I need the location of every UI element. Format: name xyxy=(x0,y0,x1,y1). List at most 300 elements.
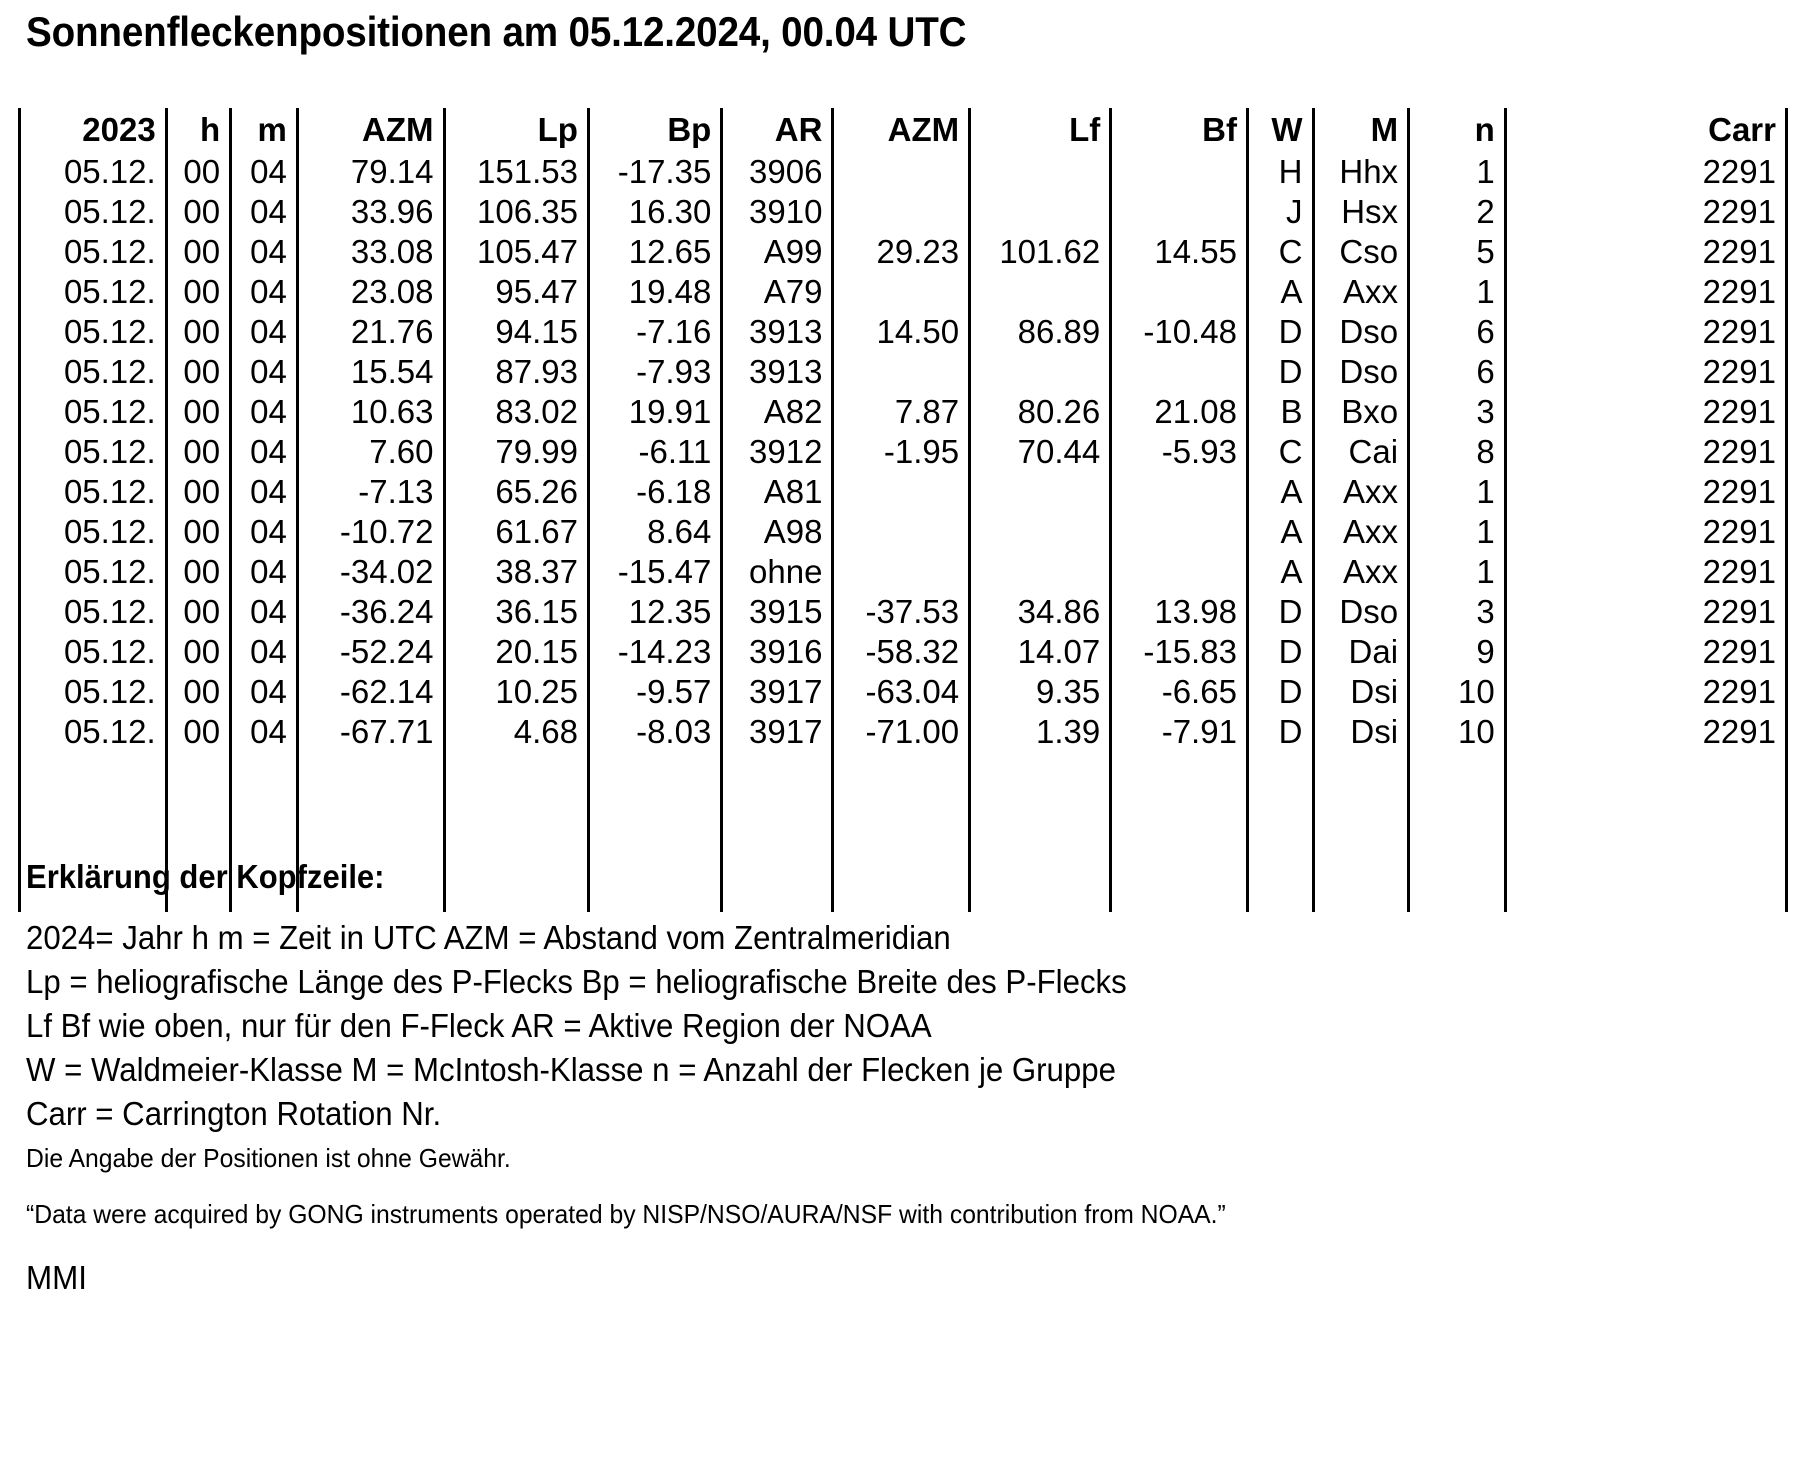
table-header-row xyxy=(20,108,1787,152)
cell-empty xyxy=(20,792,167,832)
cell-carrington: 2291 xyxy=(1505,512,1786,552)
cell-empty xyxy=(833,832,970,872)
cell-empty xyxy=(833,872,970,912)
cell-minute: 04 xyxy=(231,152,298,192)
cell-empty xyxy=(1247,872,1313,912)
cell-ar: 3915 xyxy=(722,592,833,632)
cell-bp: 19.48 xyxy=(588,272,721,312)
cell-azm-p: -34.02 xyxy=(297,552,444,592)
cell-empty xyxy=(166,792,230,832)
column-header-year: 2023 xyxy=(20,108,167,152)
cell-empty xyxy=(20,752,167,792)
cell-bf xyxy=(1111,512,1248,552)
cell-lp: 10.25 xyxy=(444,672,588,712)
table-row xyxy=(20,632,1787,672)
cell-bf xyxy=(1111,152,1248,192)
table-row xyxy=(20,472,1787,512)
cell-lf xyxy=(970,512,1111,552)
cell-lp: 79.99 xyxy=(444,432,588,472)
cell-empty xyxy=(833,752,970,792)
cell-date: 05.12. xyxy=(20,152,167,192)
cell-empty xyxy=(1505,792,1786,832)
cell-waldmeier: D xyxy=(1247,312,1313,352)
cell-minute: 04 xyxy=(231,312,298,352)
cell-minute: 04 xyxy=(231,512,298,552)
cell-hour: 00 xyxy=(166,432,230,472)
cell-azm-p: -36.24 xyxy=(297,592,444,632)
cell-carrington: 2291 xyxy=(1505,592,1786,632)
cell-hour: 00 xyxy=(166,272,230,312)
sunspot-table-container xyxy=(18,108,1788,912)
cell-mcintosh: Dso xyxy=(1313,352,1409,392)
cell-azm-f: -63.04 xyxy=(833,672,970,712)
explanation-line: Lf Bf wie oben, nur für den F-Fleck AR = Aktive Region der NOAA xyxy=(26,1007,932,1044)
cell-date: 05.12. xyxy=(20,232,167,272)
cell-empty xyxy=(970,832,1111,872)
cell-empty xyxy=(722,872,833,912)
cell-minute: 04 xyxy=(231,272,298,312)
cell-mcintosh: Dsi xyxy=(1313,672,1409,712)
cell-bp: -14.23 xyxy=(588,632,721,672)
cell-empty xyxy=(166,752,230,792)
cell-azm-p: -10.72 xyxy=(297,512,444,552)
cell-empty xyxy=(231,792,298,832)
cell-ar: A79 xyxy=(722,272,833,312)
cell-spot-count: 10 xyxy=(1409,712,1506,752)
cell-ar: A82 xyxy=(722,392,833,432)
cell-lf xyxy=(970,272,1111,312)
cell-empty xyxy=(970,752,1111,792)
cell-waldmeier: D xyxy=(1247,672,1313,712)
cell-carrington: 2291 xyxy=(1505,312,1786,352)
cell-ar: 3917 xyxy=(722,672,833,712)
cell-date: 05.12. xyxy=(20,552,167,592)
cell-waldmeier: A xyxy=(1247,472,1313,512)
cell-lp: 95.47 xyxy=(444,272,588,312)
cell-bp: 12.65 xyxy=(588,232,721,272)
cell-azm-f: -58.32 xyxy=(833,632,970,672)
cell-azm-p: -67.71 xyxy=(297,712,444,752)
cell-bf: -10.48 xyxy=(1111,312,1248,352)
cell-hour: 00 xyxy=(166,152,230,192)
cell-lf: 70.44 xyxy=(970,432,1111,472)
column-header-lp: Lp xyxy=(444,108,588,152)
cell-bp: 8.64 xyxy=(588,512,721,552)
cell-date: 05.12. xyxy=(20,672,167,712)
cell-waldmeier: D xyxy=(1247,352,1313,392)
cell-lp: 106.35 xyxy=(444,192,588,232)
table-header xyxy=(20,108,1787,152)
cell-date: 05.12. xyxy=(20,592,167,632)
cell-lf: 101.62 xyxy=(970,232,1111,272)
table-body xyxy=(20,152,1787,912)
explanation-line: Lp = heliografische Länge des P-Flecks Bp = heliografische Breite des P-Flecks xyxy=(26,963,1127,1000)
cell-spot-count: 9 xyxy=(1409,632,1506,672)
page-title: Sonnenfleckenpositionen am 05.12.2024, 00.04 UTC xyxy=(26,8,967,55)
table-row xyxy=(20,272,1787,312)
cell-azm-f xyxy=(833,552,970,592)
column-header-m: M xyxy=(1313,108,1409,152)
cell-waldmeier: B xyxy=(1247,392,1313,432)
cell-mcintosh: Axx xyxy=(1313,512,1409,552)
cell-empty xyxy=(1409,752,1506,792)
explanation-heading: Erklärung der Kopfzeile: xyxy=(26,858,385,895)
table-row xyxy=(20,352,1787,392)
cell-bf: -6.65 xyxy=(1111,672,1248,712)
cell-empty xyxy=(722,832,833,872)
table-row xyxy=(20,432,1787,472)
cell-bf xyxy=(1111,272,1248,312)
cell-mcintosh: Hhx xyxy=(1313,152,1409,192)
cell-empty xyxy=(444,872,588,912)
cell-waldmeier: J xyxy=(1247,192,1313,232)
cell-bf: -7.91 xyxy=(1111,712,1248,752)
cell-lf xyxy=(970,552,1111,592)
cell-azm-f xyxy=(833,352,970,392)
cell-lp: 94.15 xyxy=(444,312,588,352)
cell-mcintosh: Cai xyxy=(1313,432,1409,472)
cell-ar: 3912 xyxy=(722,432,833,472)
disclaimer-text: Die Angabe der Positionen ist ohne Gewähr. xyxy=(26,1143,511,1173)
cell-hour: 00 xyxy=(166,552,230,592)
cell-empty xyxy=(1313,792,1409,832)
cell-empty xyxy=(1247,752,1313,792)
cell-bp: -6.11 xyxy=(588,432,721,472)
cell-lp: 151.53 xyxy=(444,152,588,192)
cell-minute: 04 xyxy=(231,632,298,672)
cell-carrington: 2291 xyxy=(1505,272,1786,312)
cell-empty xyxy=(1247,792,1313,832)
cell-bf: -5.93 xyxy=(1111,432,1248,472)
cell-ar: 3917 xyxy=(722,712,833,752)
cell-bp: -6.18 xyxy=(588,472,721,512)
cell-hour: 00 xyxy=(166,192,230,232)
cell-spot-count: 3 xyxy=(1409,592,1506,632)
cell-spot-count: 10 xyxy=(1409,672,1506,712)
cell-waldmeier: D xyxy=(1247,632,1313,672)
cell-lf xyxy=(970,472,1111,512)
cell-carrington: 2291 xyxy=(1505,352,1786,392)
cell-spot-count: 1 xyxy=(1409,472,1506,512)
column-header-lf: Lf xyxy=(970,108,1111,152)
data-credit-text: “Data were acquired by GONG instruments operated by NISP/NSO/AURA/NSF with contribution from NOAA.” xyxy=(26,1199,1226,1229)
column-header-azm-f: AZM xyxy=(833,108,970,152)
cell-bf xyxy=(1111,552,1248,592)
cell-ar: 3910 xyxy=(722,192,833,232)
table-row-empty xyxy=(20,792,1787,832)
sunspot-positions-table xyxy=(18,108,1788,912)
column-header-n: n xyxy=(1409,108,1506,152)
cell-lp: 38.37 xyxy=(444,552,588,592)
cell-empty xyxy=(1409,872,1506,912)
cell-empty xyxy=(1409,792,1506,832)
cell-date: 05.12. xyxy=(20,472,167,512)
cell-carrington: 2291 xyxy=(1505,152,1786,192)
cell-empty xyxy=(970,792,1111,832)
explanation-line: 2024= Jahr h m = Zeit in UTC AZM = Abstand vom Zentralmeridian xyxy=(26,919,951,956)
cell-bp: -15.47 xyxy=(588,552,721,592)
table-row xyxy=(20,712,1787,752)
cell-ar: A98 xyxy=(722,512,833,552)
cell-date: 05.12. xyxy=(20,632,167,672)
cell-bp: 16.30 xyxy=(588,192,721,232)
cell-bf xyxy=(1111,352,1248,392)
cell-minute: 04 xyxy=(231,592,298,632)
cell-empty xyxy=(1505,752,1786,792)
cell-lf: 14.07 xyxy=(970,632,1111,672)
cell-spot-count: 6 xyxy=(1409,352,1506,392)
column-header-bp: Bp xyxy=(588,108,721,152)
cell-spot-count: 1 xyxy=(1409,512,1506,552)
cell-mcintosh: Axx xyxy=(1313,472,1409,512)
cell-azm-p: -52.24 xyxy=(297,632,444,672)
cell-azm-f: 29.23 xyxy=(833,232,970,272)
cell-empty xyxy=(970,872,1111,912)
cell-ar: 3913 xyxy=(722,352,833,392)
cell-bp: -17.35 xyxy=(588,152,721,192)
cell-empty xyxy=(1409,832,1506,872)
cell-mcintosh: Dsi xyxy=(1313,712,1409,752)
column-header-ar: AR xyxy=(722,108,833,152)
cell-azm-f: -1.95 xyxy=(833,432,970,472)
table-row xyxy=(20,232,1787,272)
cell-mcintosh: Dso xyxy=(1313,592,1409,632)
cell-carrington: 2291 xyxy=(1505,392,1786,432)
author-signature: MMI xyxy=(26,1259,87,1296)
cell-waldmeier: D xyxy=(1247,712,1313,752)
cell-spot-count: 6 xyxy=(1409,312,1506,352)
cell-empty xyxy=(722,792,833,832)
cell-empty xyxy=(1111,872,1248,912)
cell-waldmeier: A xyxy=(1247,512,1313,552)
cell-lf xyxy=(970,152,1111,192)
cell-lp: 105.47 xyxy=(444,232,588,272)
cell-empty xyxy=(297,752,444,792)
cell-carrington: 2291 xyxy=(1505,232,1786,272)
cell-ar: A81 xyxy=(722,472,833,512)
cell-empty xyxy=(1111,752,1248,792)
cell-mcintosh: Axx xyxy=(1313,552,1409,592)
cell-date: 05.12. xyxy=(20,352,167,392)
cell-azm-p: 10.63 xyxy=(297,392,444,432)
cell-carrington: 2291 xyxy=(1505,712,1786,752)
cell-empty xyxy=(588,832,721,872)
column-header-azm-p: AZM xyxy=(297,108,444,152)
cell-empty xyxy=(1247,832,1313,872)
cell-lp: 36.15 xyxy=(444,592,588,632)
cell-minute: 04 xyxy=(231,192,298,232)
cell-azm-p: 23.08 xyxy=(297,272,444,312)
cell-waldmeier: A xyxy=(1247,552,1313,592)
cell-date: 05.12. xyxy=(20,312,167,352)
column-header-carr: Carr xyxy=(1505,108,1786,152)
cell-bp: -9.57 xyxy=(588,672,721,712)
cell-bp: -7.16 xyxy=(588,312,721,352)
cell-mcintosh: Cso xyxy=(1313,232,1409,272)
column-header-minute: m xyxy=(231,108,298,152)
cell-lp: 61.67 xyxy=(444,512,588,552)
table-row xyxy=(20,152,1787,192)
cell-empty xyxy=(297,792,444,832)
cell-mcintosh: Axx xyxy=(1313,272,1409,312)
cell-spot-count: 1 xyxy=(1409,152,1506,192)
explanation-line: W = Waldmeier-Klasse M = McIntosh-Klasse n = Anzahl der Flecken je Gruppe xyxy=(26,1051,1116,1088)
cell-hour: 00 xyxy=(166,392,230,432)
cell-bp: 12.35 xyxy=(588,592,721,632)
cell-minute: 04 xyxy=(231,392,298,432)
cell-lf: 9.35 xyxy=(970,672,1111,712)
cell-carrington: 2291 xyxy=(1505,432,1786,472)
cell-spot-count: 3 xyxy=(1409,392,1506,432)
cell-carrington: 2291 xyxy=(1505,472,1786,512)
cell-azm-f: -37.53 xyxy=(833,592,970,632)
cell-bf xyxy=(1111,472,1248,512)
table-row xyxy=(20,192,1787,232)
table-row xyxy=(20,672,1787,712)
cell-azm-p: 79.14 xyxy=(297,152,444,192)
cell-empty xyxy=(1313,752,1409,792)
cell-lf: 34.86 xyxy=(970,592,1111,632)
cell-minute: 04 xyxy=(231,352,298,392)
explanation-lines xyxy=(26,916,1191,1136)
cell-empty xyxy=(444,792,588,832)
cell-date: 05.12. xyxy=(20,512,167,552)
cell-minute: 04 xyxy=(231,232,298,272)
table-row xyxy=(20,312,1787,352)
table-row xyxy=(20,552,1787,592)
cell-mcintosh: Hsx xyxy=(1313,192,1409,232)
cell-hour: 00 xyxy=(166,632,230,672)
cell-empty xyxy=(231,752,298,792)
cell-azm-p: -7.13 xyxy=(297,472,444,512)
cell-empty xyxy=(1505,872,1786,912)
cell-ar: 3916 xyxy=(722,632,833,672)
column-header-bf: Bf xyxy=(1111,108,1248,152)
cell-lf: 80.26 xyxy=(970,392,1111,432)
cell-lf: 86.89 xyxy=(970,312,1111,352)
cell-lp: 83.02 xyxy=(444,392,588,432)
cell-lf xyxy=(970,352,1111,392)
cell-empty xyxy=(1313,872,1409,912)
cell-hour: 00 xyxy=(166,592,230,632)
cell-empty xyxy=(833,792,970,832)
cell-azm-f: 7.87 xyxy=(833,392,970,432)
cell-lf: 1.39 xyxy=(970,712,1111,752)
cell-spot-count: 1 xyxy=(1409,552,1506,592)
explanation-line: Carr = Carrington Rotation Nr. xyxy=(26,1095,442,1132)
cell-azm-p: 33.96 xyxy=(297,192,444,232)
cell-empty xyxy=(1313,832,1409,872)
cell-bp: -7.93 xyxy=(588,352,721,392)
cell-bf: -15.83 xyxy=(1111,632,1248,672)
cell-hour: 00 xyxy=(166,712,230,752)
column-header-w: W xyxy=(1247,108,1313,152)
cell-minute: 04 xyxy=(231,672,298,712)
cell-empty xyxy=(1111,832,1248,872)
cell-ar: ohne xyxy=(722,552,833,592)
cell-mcintosh: Bxo xyxy=(1313,392,1409,432)
cell-empty xyxy=(444,832,588,872)
cell-carrington: 2291 xyxy=(1505,672,1786,712)
cell-azm-f xyxy=(833,472,970,512)
cell-ar: 3906 xyxy=(722,152,833,192)
table-row xyxy=(20,512,1787,552)
cell-azm-f xyxy=(833,152,970,192)
cell-azm-p: 33.08 xyxy=(297,232,444,272)
cell-azm-p: 15.54 xyxy=(297,352,444,392)
cell-minute: 04 xyxy=(231,432,298,472)
cell-spot-count: 1 xyxy=(1409,272,1506,312)
cell-hour: 00 xyxy=(166,312,230,352)
cell-empty xyxy=(444,752,588,792)
cell-ar: A99 xyxy=(722,232,833,272)
cell-bf: 21.08 xyxy=(1111,392,1248,432)
table-row xyxy=(20,392,1787,432)
cell-azm-p: 7.60 xyxy=(297,432,444,472)
cell-bf: 14.55 xyxy=(1111,232,1248,272)
cell-bf xyxy=(1111,192,1248,232)
cell-azm-f xyxy=(833,272,970,312)
cell-carrington: 2291 xyxy=(1505,192,1786,232)
cell-carrington: 2291 xyxy=(1505,552,1786,592)
cell-empty xyxy=(588,792,721,832)
cell-waldmeier: H xyxy=(1247,152,1313,192)
cell-empty xyxy=(1505,832,1786,872)
cell-azm-p: 21.76 xyxy=(297,312,444,352)
cell-empty xyxy=(588,872,721,912)
cell-date: 05.12. xyxy=(20,712,167,752)
cell-carrington: 2291 xyxy=(1505,632,1786,672)
cell-ar: 3913 xyxy=(722,312,833,352)
cell-hour: 00 xyxy=(166,672,230,712)
cell-waldmeier: C xyxy=(1247,232,1313,272)
cell-lp: 20.15 xyxy=(444,632,588,672)
table-row xyxy=(20,592,1787,632)
cell-empty xyxy=(588,752,721,792)
cell-waldmeier: D xyxy=(1247,592,1313,632)
cell-empty xyxy=(1111,792,1248,832)
cell-azm-f: 14.50 xyxy=(833,312,970,352)
cell-date: 05.12. xyxy=(20,272,167,312)
cell-bp: 19.91 xyxy=(588,392,721,432)
cell-lp: 87.93 xyxy=(444,352,588,392)
cell-hour: 00 xyxy=(166,472,230,512)
cell-spot-count: 5 xyxy=(1409,232,1506,272)
cell-empty xyxy=(722,752,833,792)
cell-waldmeier: A xyxy=(1247,272,1313,312)
cell-spot-count: 2 xyxy=(1409,192,1506,232)
cell-azm-f xyxy=(833,192,970,232)
cell-mcintosh: Dai xyxy=(1313,632,1409,672)
cell-date: 05.12. xyxy=(20,392,167,432)
cell-hour: 00 xyxy=(166,512,230,552)
column-header-hour: h xyxy=(166,108,230,152)
cell-bp: -8.03 xyxy=(588,712,721,752)
cell-minute: 04 xyxy=(231,472,298,512)
cell-mcintosh: Dso xyxy=(1313,312,1409,352)
cell-bf: 13.98 xyxy=(1111,592,1248,632)
cell-lp: 65.26 xyxy=(444,472,588,512)
cell-minute: 04 xyxy=(231,552,298,592)
cell-lf xyxy=(970,192,1111,232)
cell-date: 05.12. xyxy=(20,192,167,232)
cell-azm-p: -62.14 xyxy=(297,672,444,712)
cell-azm-f xyxy=(833,512,970,552)
cell-spot-count: 8 xyxy=(1409,432,1506,472)
cell-lp: 4.68 xyxy=(444,712,588,752)
table-row-empty xyxy=(20,752,1787,792)
cell-hour: 00 xyxy=(166,352,230,392)
